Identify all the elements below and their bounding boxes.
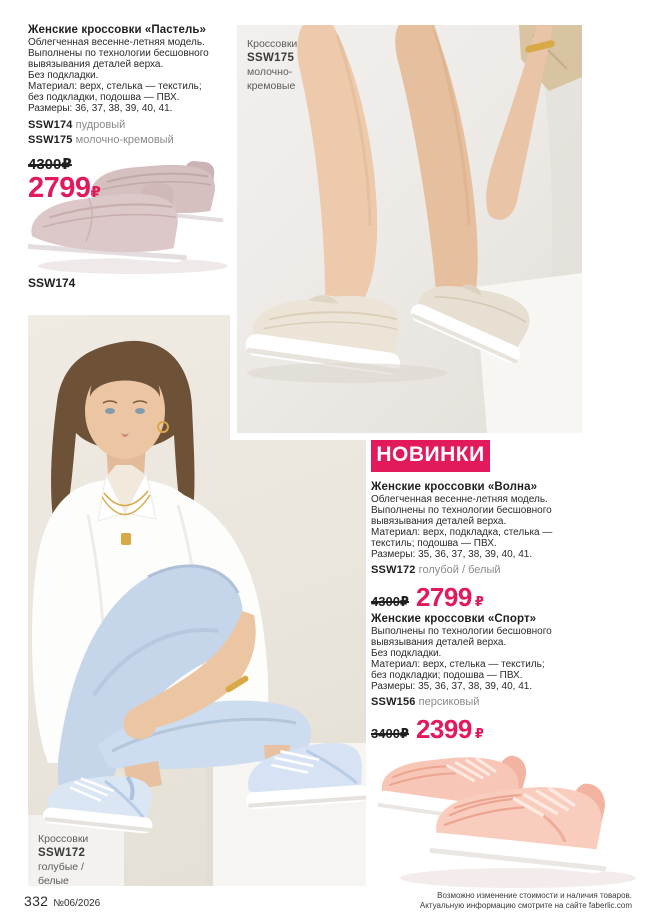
- new-price: 2399: [415, 713, 472, 744]
- label-sku-code: SSW172: [38, 847, 86, 859]
- product-desc-line: вывязывания деталей верха.: [371, 637, 507, 648]
- legs-photo: [237, 25, 582, 433]
- new-items-badge: НОВИНКИ: [371, 438, 490, 472]
- sku-row: [371, 696, 606, 710]
- sku-color: пудровый: [75, 119, 126, 131]
- new-price: 2799: [415, 581, 472, 612]
- product-desc-line: Материал: верх, стелька — текстиль;: [28, 81, 202, 92]
- product-block-volna: [371, 481, 606, 610]
- leg-back: [395, 25, 478, 309]
- sku-code: SSW172: [371, 564, 416, 576]
- product-desc-line: Выполнены по технологии бесшовного: [28, 48, 209, 59]
- product-desc-line: без подкладки, подошва — ПВХ.: [28, 92, 180, 103]
- currency-symbol: ₽: [90, 184, 101, 201]
- product-title-volna: Женские кроссовки «Волна»: [371, 481, 538, 493]
- sku-row: [371, 564, 606, 578]
- label-line: молочно-: [247, 66, 293, 78]
- pastel-photo-caption: SSW174: [28, 276, 76, 290]
- price-group: [371, 581, 606, 612]
- old-price: 3400₽: [371, 725, 409, 741]
- product-title-pastel: Женские кроссовки «Пастель»: [28, 24, 207, 36]
- sku-code: SSW156: [371, 696, 416, 708]
- product-block-pastel: [28, 24, 243, 203]
- leg-front: [297, 25, 377, 301]
- page-number: 332: [24, 893, 49, 909]
- sport-sneakers-photo: [378, 726, 646, 894]
- footer-note: [420, 891, 632, 911]
- new-price: 2799: [28, 172, 91, 204]
- product-desc-line: без подкладки; подошва — ПВХ.: [371, 670, 523, 681]
- sku-row: [28, 119, 243, 133]
- label-line: Кроссовки: [38, 833, 89, 845]
- product-desc-line: Облегченная весенне-летняя модель.: [371, 494, 548, 505]
- product-desc-line: Без подкладки.: [28, 70, 99, 81]
- label-line: белые: [38, 875, 69, 887]
- sku-code: SSW174: [28, 119, 73, 131]
- product-desc-line: Выполнены по технологии бесшовного: [371, 626, 552, 637]
- currency-symbol: ₽: [474, 725, 484, 741]
- product-desc-line: Выполнены по технологии бесшовного: [371, 505, 552, 516]
- label-line: кремовые: [247, 80, 296, 92]
- product-desc-line: вывязывания деталей верха.: [28, 59, 164, 70]
- sku-color: молочно-кремовый: [75, 133, 174, 146]
- legs-photo-label: [247, 37, 297, 93]
- catalog-issue: №06/2026: [53, 898, 101, 909]
- footer-note-line: Возможно изменение стоимости и наличия товаров.: [437, 891, 632, 900]
- old-price: 4300₽: [28, 156, 72, 173]
- sku-row: [28, 134, 243, 148]
- product-title-sport: Женские кроссовки «Спорт»: [371, 613, 537, 625]
- product-desc-line: текстиль; подошва — ПВХ.: [371, 538, 497, 549]
- footer-left: [24, 893, 100, 909]
- product-block-sport: [371, 613, 606, 742]
- product-desc-line: Материал: верх, подкладка, стелька —: [371, 527, 553, 538]
- product-desc-line: Облегченная весенне-летняя модель.: [28, 37, 205, 48]
- product-desc-line: Материал: верх, стелька — текстиль;: [371, 659, 545, 670]
- product-desc-line: Размеры: 35, 36, 37, 38, 39, 40, 41.: [371, 549, 533, 560]
- product-desc-line: вывязывания деталей верха.: [371, 516, 507, 527]
- product-desc-line: Размеры: 36, 37, 38, 39, 40, 41.: [28, 103, 173, 114]
- currency-symbol: ₽: [474, 593, 484, 609]
- cream-sneaker-front: [244, 281, 409, 376]
- product-desc-line: Размеры: 35, 36, 37, 38, 39, 40, 41.: [371, 681, 533, 692]
- product-desc-line: Без подкладки.: [371, 648, 442, 659]
- sku-code: SSW175: [28, 133, 73, 146]
- price-group: [28, 156, 243, 203]
- old-price: 4300₽: [371, 593, 409, 609]
- footer-note-line: Актуальную информацию смотрите на сайте faberlic.com: [419, 901, 632, 910]
- sku-color: персиковый: [418, 696, 480, 708]
- price-group: [371, 713, 606, 744]
- sport-sneakers-illustration: [378, 726, 646, 894]
- label-line: Кроссовки: [247, 38, 298, 50]
- model-photo-label: [38, 832, 88, 888]
- sku-color: голубой / белый: [418, 564, 501, 576]
- label-sku-code: SSW175: [247, 52, 295, 64]
- label-line: голубые /: [38, 861, 84, 873]
